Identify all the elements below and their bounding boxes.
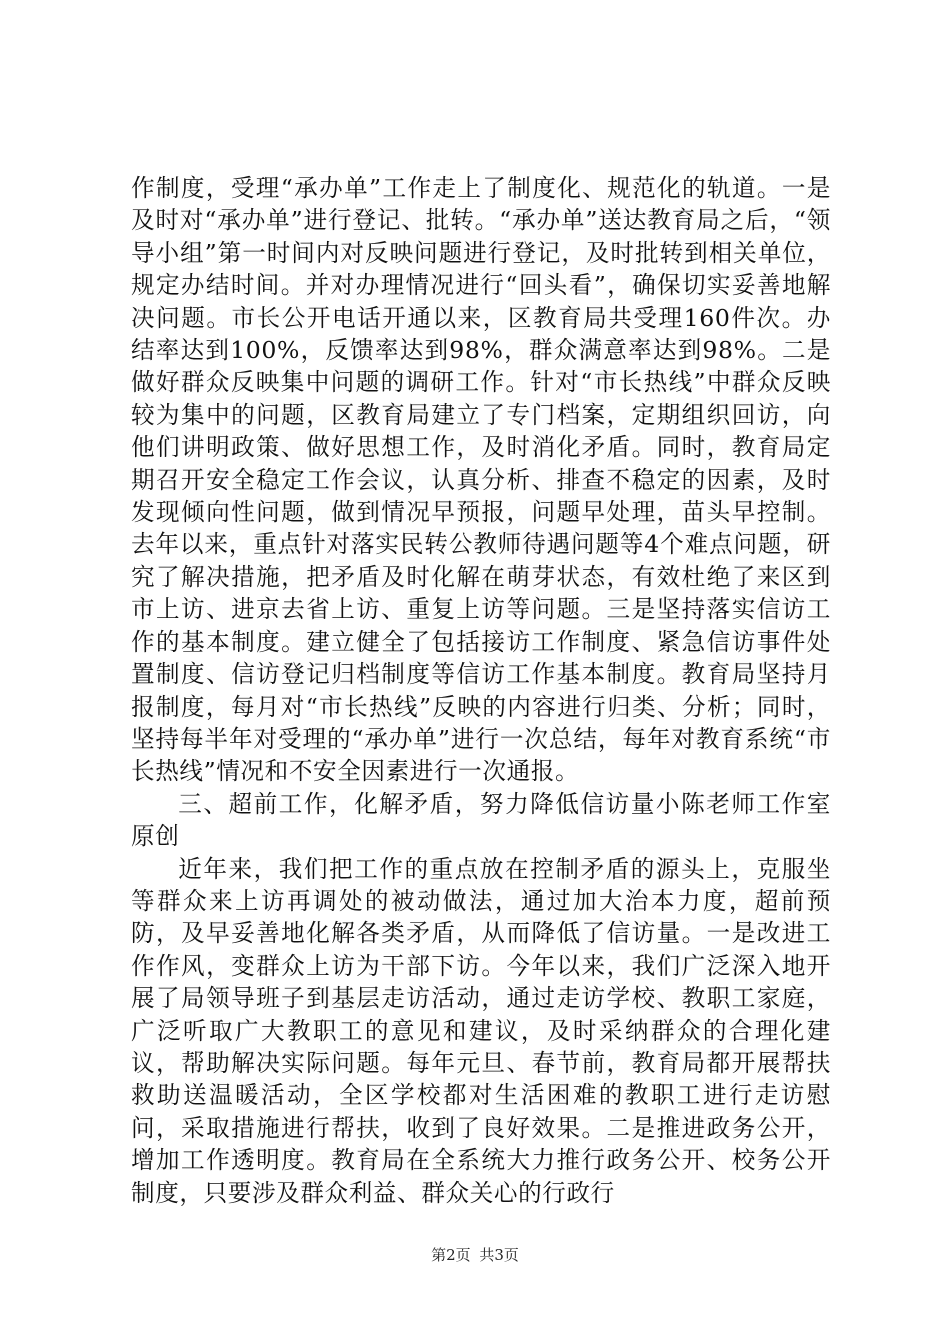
page-number: 第2页 <box>431 1246 471 1264</box>
document-body <box>131 172 831 1209</box>
section-heading: 三、超前工作，化解矛盾，努力降低信访量小陈老师工作室原创 <box>131 789 831 851</box>
page-footer <box>0 1245 950 1265</box>
page-total: 共3页 <box>479 1246 519 1264</box>
paragraph: 近年来，我们把工作的重点放在控制矛盾的源头上，克服坐等群众来上访再调处的被动做法，通过加大治本力度，超前预防，及早妥善地化解各类矛盾，从而降低了信访量。一是改进工作作风，变群众上访为干部下访。今年以来，我们广泛深入地开展了局领导班子到基层走访活动，通过走访学校、教职工家庭，广泛听取广大教职工的意见和建议，及时采纳群众的合理化建议，帮助解决实际问题。每年元旦、春节前，教育局都开展帮扶救助送温暖活动，全区学校都对生活困难的教职工进行走访慰问，采取措施进行帮扶，收到了良好效果。二是推进政务公开，增加工作透明度。教育局在全系统大力推行政务公开、校务公开制度，只要涉及群众利益、群众关心的行政行 <box>131 854 831 1207</box>
paragraph-continued: 作制度，受理“承办单”工作走上了制度化、规范化的轨道。一是及时对“承办单”进行登记、批转。“承办单”送达教育局之后，“领导小组”第一时间内对反映问题进行登记，及时批转到相关单位，规定办结时间。并对办理情况进行“回头看”，确保切实妥善地解决问题。市长公开电话开通以来，区教育局共受理160件次。办结率达到100%，反馈率达到98%，群众满意率达到98%。二是做好群众反映集中问题的调研工作。针对“市长热线”中群众反映较为集中的问题，区教育局建立了专门档案，定期组织回访，向他们讲明政策、做好思想工作，及时消化矛盾。同时，教育局定期召开安全稳定工作会议，认真分析、排查不稳定的因素，及时发现倾向性问题，做到情况早预报，问题早处理，苗头早控制。去年以来，重点针对落实民转公教师待遇问题等4个难点问题，研究了解决措施，把矛盾及时化解在萌芽状态，有效杜绝了来区到市上访、进京去省上访、重复上访等问题。三是坚持落实信访工作的基本制度。建立健全了包括接访工作制度、紧急信访事件处置制度、信访登记归档制度等信访工作基本制度。教育局坚持月报制度，每月对“市长热线”反映的内容进行归类、分析；同时，坚持每半年对受理的“承办单”进行一次总结，每年对教育系统“市长热线”情况和不安全因素进行一次通报。 <box>131 174 831 786</box>
